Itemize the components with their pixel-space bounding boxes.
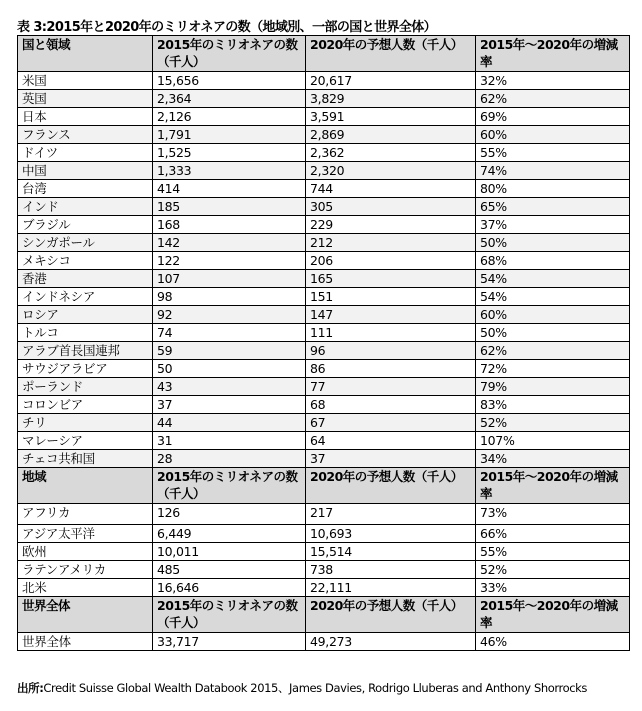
row-label-cell: ロシア [18, 306, 153, 324]
table-row [18, 414, 630, 432]
row-label-cell: アジア太平洋 [18, 525, 153, 543]
table-row [18, 579, 630, 597]
table-row [18, 360, 630, 378]
row-label-cell: トルコ [18, 324, 153, 342]
value-cell: 2,126 [153, 108, 306, 126]
table-row [18, 432, 630, 450]
row-label-cell: アフリカ [18, 504, 153, 525]
value-cell: 86 [306, 360, 476, 378]
row-label-cell: インド [18, 198, 153, 216]
table-row [18, 378, 630, 396]
value-cell: 2,320 [306, 162, 476, 180]
row-label-cell: ドイツ [18, 144, 153, 162]
row-label-cell: シンガポール [18, 234, 153, 252]
table-row [18, 72, 630, 90]
column-header: 2015年のミリオネアの数（千人） [153, 597, 306, 633]
value-cell: 485 [153, 561, 306, 579]
value-cell: 212 [306, 234, 476, 252]
value-cell: 33,717 [153, 633, 306, 651]
column-header: 世界全体 [18, 597, 153, 633]
column-header: 2020年の予想人数（千人） [306, 468, 476, 504]
value-cell: 15,514 [306, 543, 476, 561]
value-cell: 414 [153, 180, 306, 198]
value-cell: 77 [306, 378, 476, 396]
value-cell: 33% [476, 579, 630, 597]
value-cell: 54% [476, 288, 630, 306]
value-cell: 28 [153, 450, 306, 468]
value-cell: 67 [306, 414, 476, 432]
value-cell: 168 [153, 216, 306, 234]
table-row [18, 450, 630, 468]
row-label-cell: 北米 [18, 579, 153, 597]
row-label-cell: アラブ首長国連邦 [18, 342, 153, 360]
value-cell: 64 [306, 432, 476, 450]
value-cell: 52% [476, 561, 630, 579]
value-cell: 217 [306, 504, 476, 525]
row-label-cell: 香港 [18, 270, 153, 288]
row-label-cell: 日本 [18, 108, 153, 126]
table-row [18, 561, 630, 579]
value-cell: 52% [476, 414, 630, 432]
column-header: 2020年の予想人数（千人） [306, 597, 476, 633]
table-row [18, 306, 630, 324]
value-cell: 74 [153, 324, 306, 342]
value-cell: 3,591 [306, 108, 476, 126]
value-cell: 55% [476, 144, 630, 162]
value-cell: 2,869 [306, 126, 476, 144]
row-label-cell: インドネシア [18, 288, 153, 306]
value-cell: 80% [476, 180, 630, 198]
value-cell: 16,646 [153, 579, 306, 597]
table-row [18, 234, 630, 252]
row-label-cell: 中国 [18, 162, 153, 180]
table-row [18, 288, 630, 306]
table-row [18, 162, 630, 180]
value-cell: 126 [153, 504, 306, 525]
value-cell: 111 [306, 324, 476, 342]
value-cell: 229 [306, 216, 476, 234]
row-label-cell: チリ [18, 414, 153, 432]
millionaire-table [17, 35, 630, 651]
value-cell: 54% [476, 270, 630, 288]
column-header: 2015年～2020年の増減率 [476, 597, 630, 633]
source-note [17, 680, 587, 696]
value-cell: 107% [476, 432, 630, 450]
value-cell: 62% [476, 90, 630, 108]
section-header-row [18, 468, 630, 504]
value-cell: 50% [476, 324, 630, 342]
table-row [18, 270, 630, 288]
row-label-cell: 米国 [18, 72, 153, 90]
value-cell: 1,333 [153, 162, 306, 180]
row-label-cell: メキシコ [18, 252, 153, 270]
value-cell: 305 [306, 198, 476, 216]
value-cell: 1,791 [153, 126, 306, 144]
column-header: 2015年～2020年の増減率 [476, 468, 630, 504]
table-row [18, 108, 630, 126]
table-row [18, 525, 630, 543]
value-cell: 66% [476, 525, 630, 543]
table-row [18, 252, 630, 270]
value-cell: 37% [476, 216, 630, 234]
row-label-cell: チェコ共和国 [18, 450, 153, 468]
column-header: 2015年～2020年の増減率 [476, 36, 630, 72]
row-label-cell: サウジアラビア [18, 360, 153, 378]
value-cell: 3,829 [306, 90, 476, 108]
value-cell: 744 [306, 180, 476, 198]
value-cell: 69% [476, 108, 630, 126]
value-cell: 15,656 [153, 72, 306, 90]
value-cell: 96 [306, 342, 476, 360]
value-cell: 49,273 [306, 633, 476, 651]
source-label: 出所: [17, 681, 44, 695]
value-cell: 43 [153, 378, 306, 396]
table-row [18, 543, 630, 561]
value-cell: 122 [153, 252, 306, 270]
table-title: 表 3:2015年と2020年のミリオネアの数（地域別、一部の国と世界全体） [17, 20, 437, 35]
value-cell: 1,525 [153, 144, 306, 162]
row-label-cell: ラテンアメリカ [18, 561, 153, 579]
value-cell: 98 [153, 288, 306, 306]
value-cell: 165 [306, 270, 476, 288]
table-row [18, 90, 630, 108]
table-row [18, 198, 630, 216]
value-cell: 83% [476, 396, 630, 414]
value-cell: 68% [476, 252, 630, 270]
value-cell: 50 [153, 360, 306, 378]
row-label-cell: フランス [18, 126, 153, 144]
value-cell: 32% [476, 72, 630, 90]
value-cell: 37 [153, 396, 306, 414]
value-cell: 10,011 [153, 543, 306, 561]
value-cell: 34% [476, 450, 630, 468]
value-cell: 79% [476, 378, 630, 396]
value-cell: 2,362 [306, 144, 476, 162]
column-header: 2020年の予想人数（千人） [306, 36, 476, 72]
value-cell: 65% [476, 198, 630, 216]
value-cell: 6,449 [153, 525, 306, 543]
value-cell: 10,693 [306, 525, 476, 543]
row-label-cell: 世界全体 [18, 633, 153, 651]
table-row [18, 180, 630, 198]
value-cell: 738 [306, 561, 476, 579]
value-cell: 31 [153, 432, 306, 450]
table-row [18, 324, 630, 342]
table-row [18, 126, 630, 144]
row-label-cell: 英国 [18, 90, 153, 108]
value-cell: 59 [153, 342, 306, 360]
table-row [18, 216, 630, 234]
section-header-row [18, 597, 630, 633]
value-cell: 2,364 [153, 90, 306, 108]
table-row [18, 396, 630, 414]
column-header: 地域 [18, 468, 153, 504]
section-header-row [18, 36, 630, 72]
source-text: Credit Suisse Global Wealth Databook 2015、James Davies, Rodrigo Lluberas and Anthony Shorrocks [43, 681, 587, 695]
row-label-cell: マレーシア [18, 432, 153, 450]
table-row [18, 504, 630, 525]
column-header: 2015年のミリオネアの数（千人） [153, 36, 306, 72]
value-cell: 50% [476, 234, 630, 252]
value-cell: 147 [306, 306, 476, 324]
value-cell: 37 [306, 450, 476, 468]
row-label-cell: 台湾 [18, 180, 153, 198]
row-label-cell: コロンビア [18, 396, 153, 414]
value-cell: 92 [153, 306, 306, 324]
value-cell: 185 [153, 198, 306, 216]
value-cell: 206 [306, 252, 476, 270]
value-cell: 44 [153, 414, 306, 432]
value-cell: 68 [306, 396, 476, 414]
value-cell: 60% [476, 306, 630, 324]
value-cell: 20,617 [306, 72, 476, 90]
value-cell: 72% [476, 360, 630, 378]
value-cell: 46% [476, 633, 630, 651]
value-cell: 22,111 [306, 579, 476, 597]
value-cell: 62% [476, 342, 630, 360]
column-header: 2015年のミリオネアの数（千人） [153, 468, 306, 504]
value-cell: 60% [476, 126, 630, 144]
table-row [18, 144, 630, 162]
table-row [18, 633, 630, 651]
value-cell: 74% [476, 162, 630, 180]
column-header: 国と領域 [18, 36, 153, 72]
row-label-cell: 欧州 [18, 543, 153, 561]
row-label-cell: ブラジル [18, 216, 153, 234]
value-cell: 73% [476, 504, 630, 525]
row-label-cell: ポーランド [18, 378, 153, 396]
table-row [18, 342, 630, 360]
value-cell: 142 [153, 234, 306, 252]
value-cell: 151 [306, 288, 476, 306]
value-cell: 107 [153, 270, 306, 288]
value-cell: 55% [476, 543, 630, 561]
